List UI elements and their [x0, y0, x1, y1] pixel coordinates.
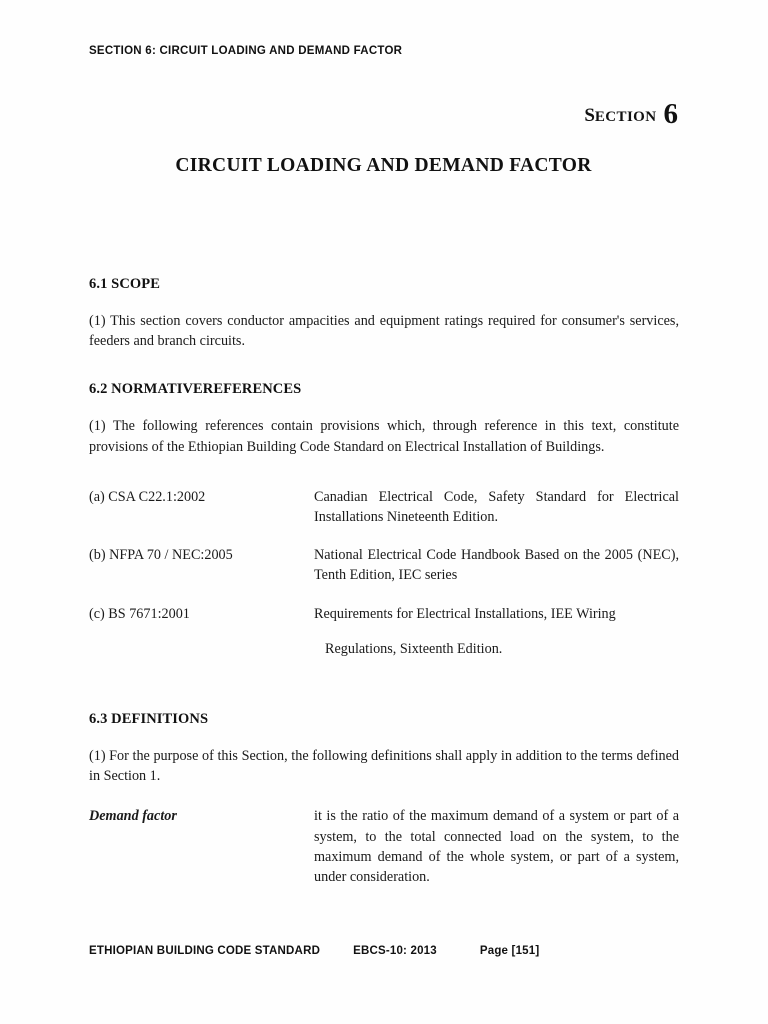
document-body	[89, 276, 679, 887]
footer-page-number: Page [151]	[479, 945, 540, 957]
footer-code: EBCS-10: 2013	[353, 945, 437, 957]
reference-value: Requirements for Electrical Installations, IEE Wiring	[314, 605, 616, 622]
heading-definitions: 6.3 DEFINITIONS	[89, 711, 209, 728]
section-word-rest: ECTION	[594, 109, 657, 125]
paragraph-definitions: (1) For the purpose of this Section, the following definitions shall apply in addition to the terms defined in Section 1.	[89, 748, 679, 785]
reference-value: Canadian Electrical Code, Safety Standard for Electrical Installations Nineteenth Edition.	[314, 488, 679, 526]
heading-normative-references: 6.2 NORMATIVEREFERENCES	[89, 381, 302, 398]
reference-key: (c) BS 7671:2001	[89, 605, 190, 622]
paragraph-scope: (1) This section covers conductor ampacities and equipment ratings required for consumer's services, feeders and branch circuits.	[89, 313, 679, 350]
paragraph-normative-references: (1) The following references contain provisions which, through reference in this text, constitute provisions of the Ethiopian Building Code Standard on Electrical Installation of Buildings.	[89, 418, 679, 455]
reference-value-continuation: Regulations, Sixteenth Edition.	[325, 640, 503, 657]
definition-text: it is the ratio of the maximum demand of a system or part of a system, to the total connected load on the system, to the maximum demand of the whole system, or part of a system, under consideration.	[314, 808, 679, 886]
reference-row	[89, 487, 679, 527]
reference-list	[89, 487, 679, 659]
running-header: SECTION 6: CIRCUIT LOADING AND DEMAND FACTOR	[89, 45, 403, 57]
section-word-first: S	[584, 105, 595, 126]
section-label	[584, 100, 678, 129]
page-title: CIRCUIT LOADING AND DEMAND FACTOR	[175, 155, 592, 176]
definition-list	[89, 806, 679, 887]
reference-row	[89, 545, 679, 585]
reference-key: (b) NFPA 70 / NEC:2005	[89, 547, 233, 564]
definition-term: Demand factor	[89, 808, 177, 825]
footer-standard-name: ETHIOPIAN BUILDING CODE STANDARD	[89, 945, 321, 957]
reference-row	[89, 604, 679, 659]
definition-row	[89, 806, 679, 887]
page-footer	[89, 945, 689, 957]
reference-value: National Electrical Code Handbook Based on the 2005 (NEC), Tenth Edition, IEC series	[314, 547, 679, 584]
heading-scope: 6.1 SCOPE	[89, 276, 160, 292]
reference-key: (a) CSA C22.1:2002	[89, 488, 206, 505]
section-number: 6	[663, 98, 678, 130]
